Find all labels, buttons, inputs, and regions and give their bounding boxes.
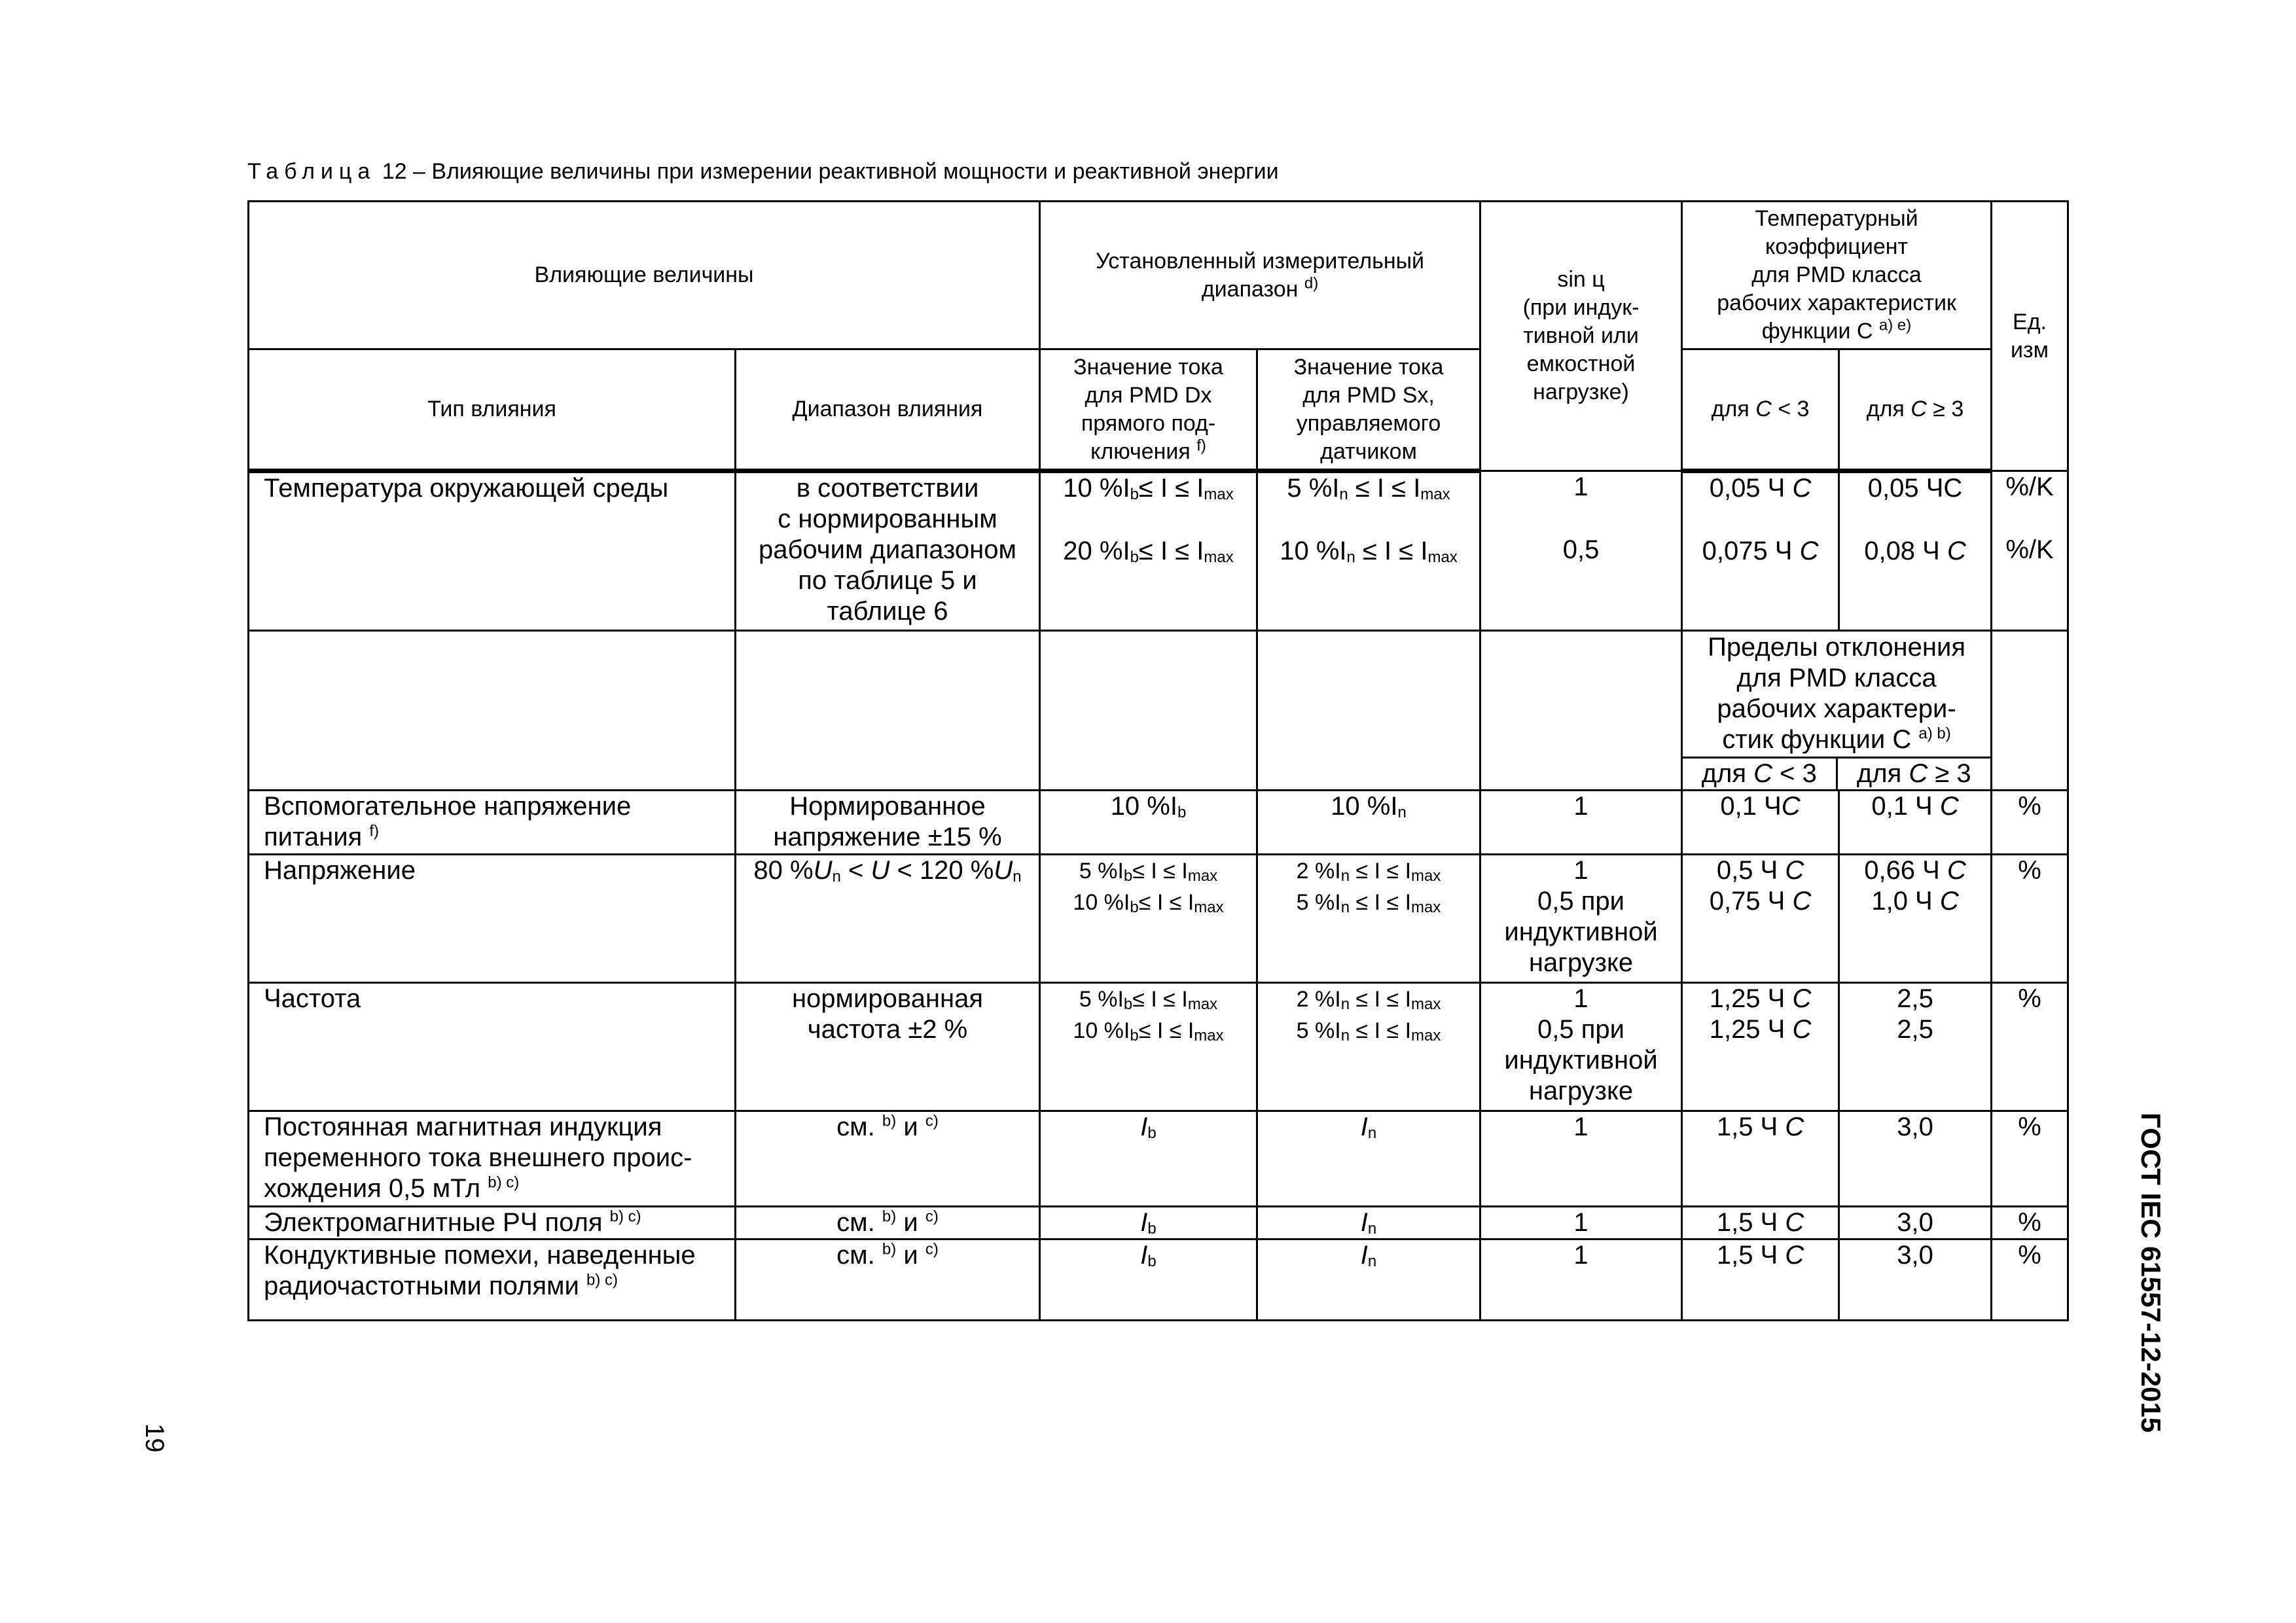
cell-ge3: 0,05 ЧC 0,08 Ч C	[1839, 471, 1992, 631]
cell-sin: 1	[1480, 1240, 1682, 1321]
cell-unit: %/K %/K	[1992, 471, 2068, 631]
table-row	[249, 471, 2068, 631]
cell-sx: 2 $\%I_n \le I \le I_{max}$ 5 $\%I_n \le I \le I_{max}$	[1257, 855, 1480, 983]
cell-sin: 1	[1480, 1207, 1682, 1240]
cell-type: Постоянная магнитная индукция переменного тока внешнего проис- хождения 0,5 мТл $^{b) c)}$	[249, 1111, 736, 1207]
header-range: Диапазон влияния	[736, 349, 1040, 471]
cell-unit: %	[1992, 1207, 2068, 1240]
cell-sx: $I_n$	[1257, 1111, 1480, 1207]
cell-unit: %	[1992, 1240, 2068, 1321]
header-unit: Ед. изм	[1992, 202, 2068, 471]
cell-range: 80 $\%U_n < U < 120$ $\%U_n$	[736, 855, 1040, 983]
cell-range: Нормированное напряжение ±15 %	[736, 791, 1040, 855]
header-c-ge-3: для C ≥ 3	[1839, 349, 1992, 471]
cell-dx: 5 $\%I_b\le I \le I_{max}$ 10 $\%I_b\le I \le I_{max}$	[1040, 855, 1257, 983]
table-row	[249, 631, 2068, 791]
caption-text: – Влияющие величины при измерении реактивной мощности и реактивной энергии	[413, 159, 1279, 184]
influence-table	[247, 200, 2069, 1321]
cell-lt3: 1,5 Ч C	[1682, 1240, 1839, 1321]
table-row	[249, 983, 2068, 1111]
cell-ge3: 0,1 Ч C	[1839, 791, 1992, 855]
cell-lt3: 1,5 Ч C	[1682, 1111, 1839, 1207]
cell-ge3: 0,66 Ч C 1,0 Ч C	[1839, 855, 1992, 983]
cell-sx: 5 $\%I_n \le I \le I_{max}$ 10 $\%I_n \le I \le I_{max}$	[1257, 471, 1480, 631]
cell-type: Температура окружающей среды	[249, 471, 736, 631]
cell-dx: 10 $\%I_b\le I \le I_{max}$ 20 $\%I_b\le I \le I_{max}$	[1040, 471, 1257, 631]
cell-type: Электромагнитные РЧ поля $^{b) c)}$	[249, 1207, 736, 1240]
cell-sin: 1 0,5	[1480, 471, 1682, 631]
header-sx-current: Значение тока для PMD Sx, управляемого датчиком	[1257, 349, 1480, 471]
cell-range: нормированная частота ±2 %	[736, 983, 1040, 1111]
cell-lt3: 0,5 Ч C 0,75 Ч C	[1682, 855, 1839, 983]
caption-prefix: Таблица	[247, 159, 376, 184]
cell-sx: 2 $\%I_n \le I \le I_{max}$ 5 $\%I_n \le I \le I_{max}$	[1257, 983, 1480, 1111]
cell-dx: $I_b$	[1040, 1240, 1257, 1321]
limits-c-lt-3: для C < 3	[1683, 758, 1838, 789]
cell-sin: 1	[1480, 1111, 1682, 1207]
table-caption	[247, 159, 1279, 185]
cell-range: см. $^{b)}$ и $^{c)}$	[736, 1111, 1040, 1207]
cell-dx: 5 $\%I_b\le I \le I_{max}$ 10 $\%I_b\le I \le I_{max}$	[1040, 983, 1257, 1111]
cell-type: Вспомогательное напряжение питания $^{f)}$	[249, 791, 736, 855]
cell-type: Частота	[249, 983, 736, 1111]
limits-c-ge-3: для C ≥ 3	[1856, 759, 1971, 788]
cell-ge3: 3,0	[1839, 1207, 1992, 1240]
cell-range: см. $^{b)}$ и $^{c)}$	[736, 1207, 1040, 1240]
table-row	[249, 791, 2068, 855]
cell-ge3: 2,5 2,5	[1839, 983, 1992, 1111]
table-row	[249, 855, 2068, 983]
cell-ge3: 3,0	[1839, 1111, 1992, 1207]
cell-lt3: 1,25 Ч C 1,25 Ч C	[1682, 983, 1839, 1111]
cell-dx: $I_b$	[1040, 1111, 1257, 1207]
cell-type: Кондуктивные помехи, наведенные радиочастотными полями $^{b) c)}$	[249, 1240, 736, 1321]
cell-ge3: 3,0	[1839, 1240, 1992, 1321]
header-temp-coefficient: Температурный коэффициент для PMD класса рабочих характеристик функции C $^{a) e)}$	[1682, 202, 1992, 349]
cell-unit: %	[1992, 855, 2068, 983]
cell-sin: 1 0,5 при индуктивной нагрузке	[1480, 983, 1682, 1111]
cell-dx: $I_b$	[1040, 1207, 1257, 1240]
cell-type: Напряжение	[249, 855, 736, 983]
table-row	[249, 1111, 2068, 1207]
document-title: ГОСТ IEC 61557-12-2015	[2136, 1113, 2166, 1433]
header-influence: Влияющие величины	[249, 202, 1040, 349]
caption-number: 12	[382, 159, 407, 184]
cell-unit: %	[1992, 791, 2068, 855]
cell-sin: 1	[1480, 791, 1682, 855]
cell-range: в соответствии с нормированным рабочим диапазоном по таблице 5 и таблице 6	[736, 471, 1040, 631]
header-deviation-limits: Пределы отклонения для PMD класса рабочих характери- стик функции C $^{a) b)}$ для C < 3 для C ≥ 3	[1682, 631, 1992, 791]
header-dx-current: Значение тока для PMD Dx прямого под- ключения $^{f)}$	[1040, 349, 1257, 471]
table-row	[249, 1207, 2068, 1240]
cell-unit: %	[1992, 1111, 2068, 1207]
header-sin: sin ц (при индук- тивной или емкостной нагрузке)	[1480, 202, 1682, 471]
header-measuring-range: Установленный измерительный диапазон $^{d)}$	[1040, 202, 1480, 349]
cell-unit: %	[1992, 983, 2068, 1111]
header-type: Тип влияния	[249, 349, 736, 471]
cell-lt3: 1,5 Ч C	[1682, 1207, 1839, 1240]
cell-range: см. $^{b)}$ и $^{c)}$	[736, 1240, 1040, 1321]
cell-sx: $I_n$	[1257, 1240, 1480, 1321]
cell-sx: $I_n$	[1257, 1207, 1480, 1240]
page-number: 19	[140, 1423, 169, 1453]
cell-lt3: 0,05 Ч C 0,075 Ч C	[1682, 471, 1839, 631]
cell-dx: 10 $\%I_b$	[1040, 791, 1257, 855]
cell-sin: 1 0,5 при индуктивной нагрузке	[1480, 855, 1682, 983]
header-c-lt-3: для C < 3	[1682, 349, 1839, 471]
table-row	[249, 1240, 2068, 1321]
cell-sx: 10 $\%I_n$	[1257, 791, 1480, 855]
cell-lt3: 0,1 ЧC	[1682, 791, 1839, 855]
